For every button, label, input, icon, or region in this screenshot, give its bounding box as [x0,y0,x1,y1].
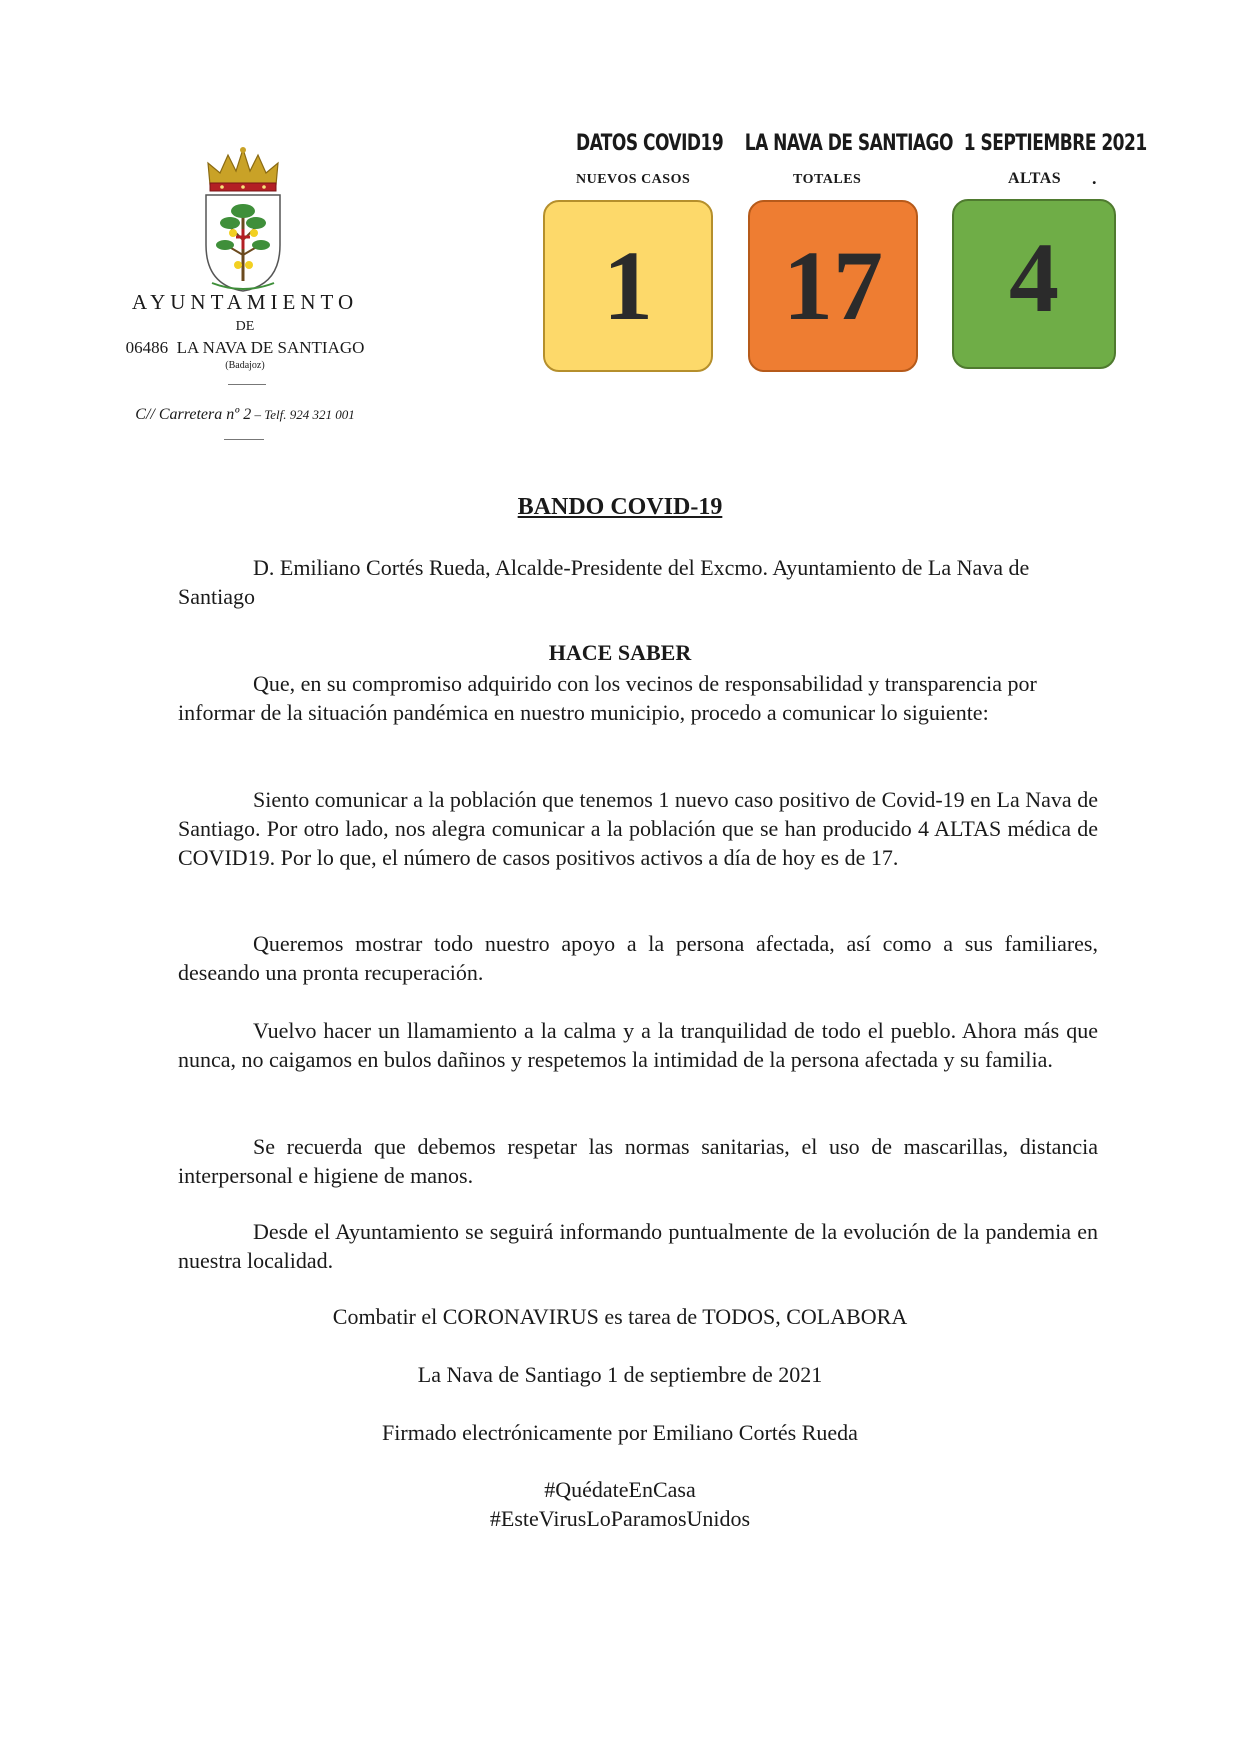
section-heading: HACE SABER [548,640,692,665]
org-name: AYUNTAMIENTO [131,290,359,314]
municipal-coat-of-arms-icon [198,145,288,293]
org-phone: – Telf. 924 321 001 [251,407,355,422]
org-town: 06486 LA NAVA DE SANTIAGO [125,338,365,357]
label-totales: TOTALES [793,172,862,187]
org-province: (Badajoz) [225,360,265,371]
slogan: Combatir el CORONAVIRUS es tarea de TODOS, COLABORA [332,1304,908,1329]
paragraph-1: Que, en su compromiso adquirido con los vecinos de responsabilidad y transparencia por informar de la situación pandémica en nuestro municipio, procedo a comunicar lo siguiente: [178,671,1037,725]
document-title: BANDO COVID-19 [517,494,723,520]
stat-box-altas: 4 [952,199,1116,369]
letterhead-divider-2 [224,439,264,440]
org-address-line [80,406,410,424]
hashtag-2: #EsteVirusLoParamosUnidos [489,1506,751,1531]
org-de: DE [235,319,255,334]
paragraph-6: Desde el Ayuntamiento se seguirá informando puntualmente de la evolución de la pandemia en nuestra localidad. [178,1219,1098,1273]
stat-box-totales: 17 [748,200,918,372]
stat-box-nuevos-casos: 1 [543,200,713,372]
date-line: La Nava de Santiago 1 de septiembre de 2021 [417,1362,823,1387]
hashtag-1: #QuédateEnCasa [544,1477,696,1502]
org-address: C// Carretera nº 2 [135,406,252,423]
letterhead-divider [228,384,266,385]
paragraph-3: Queremos mostrar todo nuestro apoyo a la persona afectada, así como a sus familiares, deseando una pronta recuperación. [178,931,1098,985]
signature-line: Firmado electrónicamente por Emiliano Cortés Rueda [382,1420,858,1445]
paragraph-5: Se recuerda que debemos respetar las normas sanitarias, el uso de mascarillas, distancia interpersonal e higiene de manos. [178,1134,1098,1188]
paragraph-2: Siento comunicar a la población que tenemos 1 nuevo caso positivo de Covid-19 en La Nava de Santiago. Por otro lado, nos alegra comunicar a la población que se han producido 4 ALTAS médica de COVID19. Por lo que, el número de casos positivos activos a día de hoy es de 17. [178,787,1098,870]
covid-data-title: DATOS COVID19 LA NAVA DE SANTIAGO 1 SEPTIEMBRE 2021 [576,131,1147,156]
label-trailing-dot: . [1092,168,1097,188]
label-altas: ALTAS [1008,170,1062,187]
intro-paragraph: D. Emiliano Cortés Rueda, Alcalde-Presidente del Excmo. Ayuntamiento de La Nava de Santiago [178,555,1030,609]
label-nuevos-casos: NUEVOS CASOS [576,172,691,187]
paragraph-4: Vuelvo hacer un llamamiento a la calma y a la tranquilidad de todo el pueblo. Ahora más que nunca, no caigamos en bulos dañinos y respetemos la intimidad de la persona afectada y su familia. [178,1018,1098,1072]
